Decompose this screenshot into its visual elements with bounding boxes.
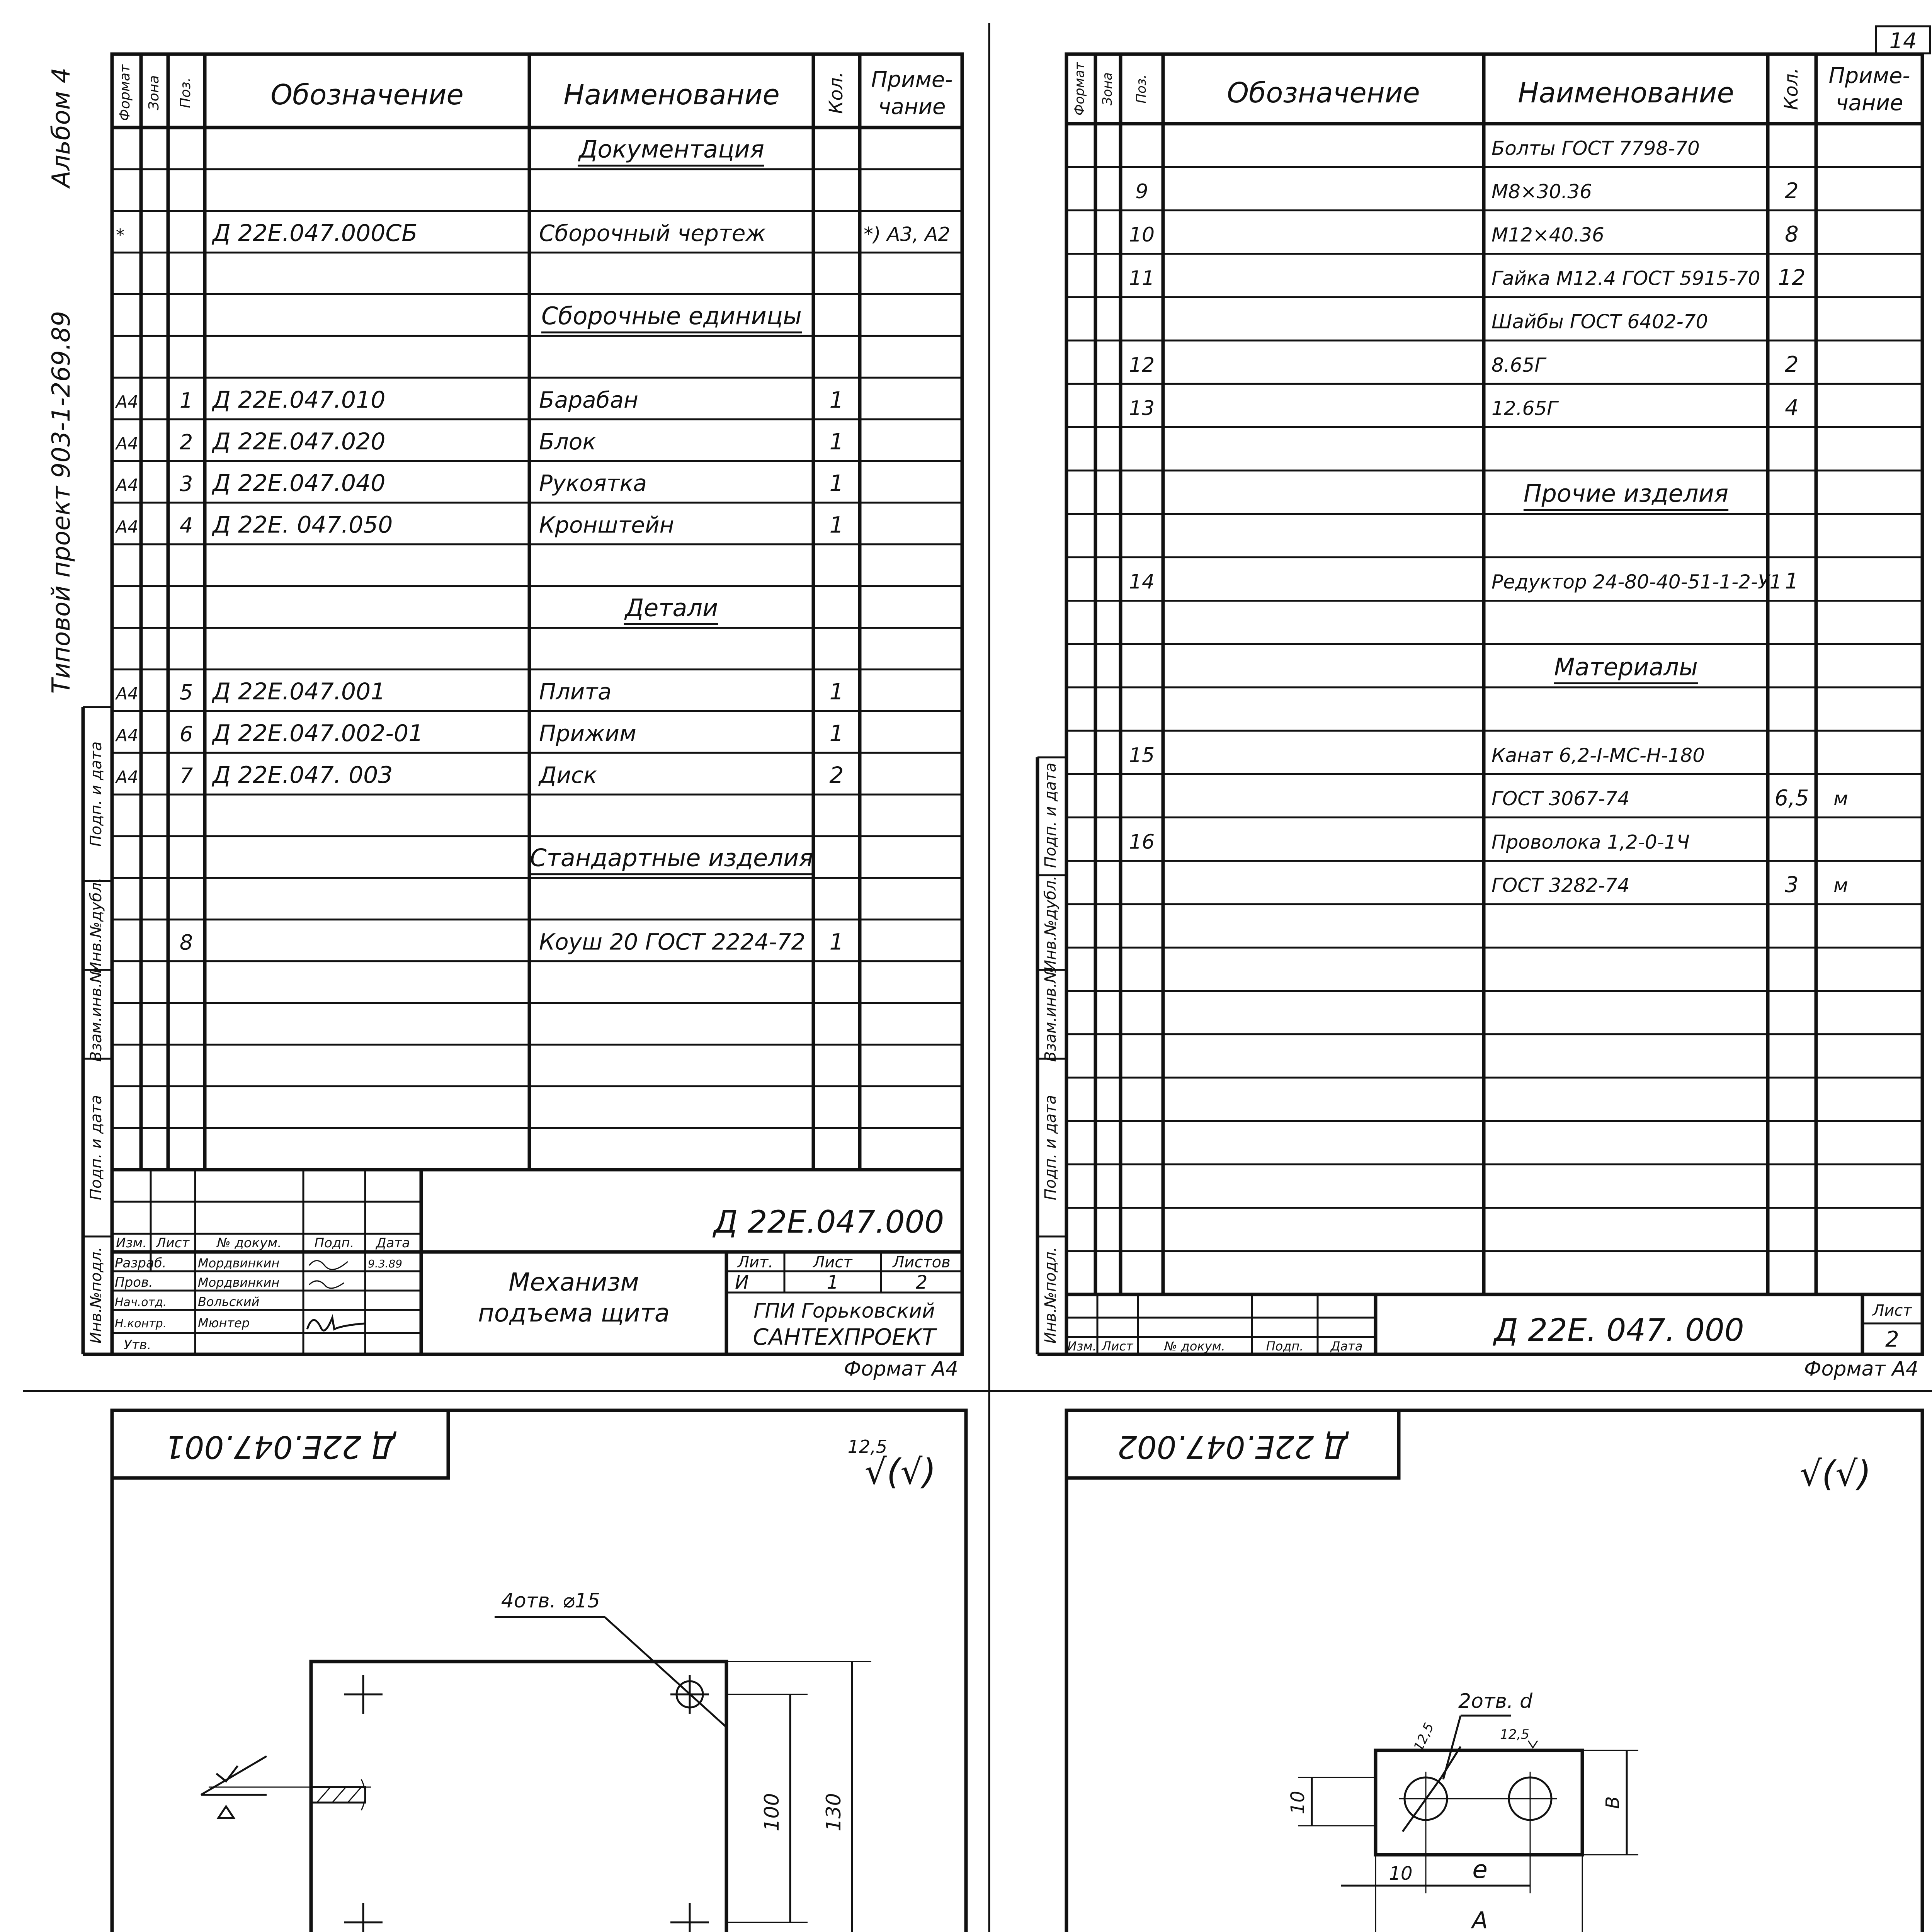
row-qty: 3 xyxy=(1785,872,1799,898)
s1-lit-h: Лит. xyxy=(737,1253,774,1271)
row-name: Коуш 20 ГОСТ 2224-72 xyxy=(539,929,806,955)
row-format: А4 xyxy=(116,475,139,495)
spec-row xyxy=(115,470,844,497)
project-label: Типовой проект 903-1-269.89 xyxy=(47,311,76,694)
row-qty: 12 xyxy=(1778,265,1806,291)
s4-dim-A: A xyxy=(1472,1907,1488,1932)
row-pos: 14 xyxy=(1129,570,1155,594)
row-format: * xyxy=(116,225,124,245)
row-format: А4 xyxy=(116,767,139,787)
row-pos: 11 xyxy=(1129,267,1155,290)
row-format: А4 xyxy=(116,434,139,454)
hdr-qty: Кол. xyxy=(825,71,847,114)
row-pos: 10 xyxy=(1129,223,1155,247)
hdr-zone: Зона xyxy=(146,75,162,111)
s4-code-rot: Д 22Е.047.002 xyxy=(1117,1429,1348,1465)
s3-hole-label: 4отв. ⌀15 xyxy=(501,1589,600,1612)
hdr-designation: Обозначение xyxy=(270,78,464,111)
plate-dimensions xyxy=(311,1662,871,1932)
row-qty: 1 xyxy=(829,428,844,455)
s2-strip-podp: Подп. и дата xyxy=(1042,762,1060,868)
spec-row xyxy=(1129,830,1690,854)
spec-row xyxy=(115,678,844,705)
s2-hdr-qty: Кол. xyxy=(1781,68,1802,110)
clamp-dimensions xyxy=(1287,1750,1638,1932)
spec-row xyxy=(1492,137,1700,160)
row-pos: 7 xyxy=(179,763,193,788)
sheet-1-specification xyxy=(47,54,962,1381)
row-name: Кронштейн xyxy=(539,512,674,538)
spec-row xyxy=(1492,786,1848,811)
row-note: м xyxy=(1833,874,1848,897)
spec-row xyxy=(116,219,950,247)
s2-hdr-name: Наименование xyxy=(1518,77,1734,109)
hdr-pos: Поз. xyxy=(178,77,194,108)
s1-strip-dubl: Инв.№дубл. xyxy=(87,877,105,974)
row-pos: 15 xyxy=(1129,743,1155,767)
s4-r125a: 12,5 xyxy=(1410,1720,1437,1754)
row-name: Плита xyxy=(539,679,612,705)
s4-dim-B: B xyxy=(1602,1796,1624,1809)
row-designation: Д 22Е.047.020 xyxy=(213,428,386,455)
s1-lit: И xyxy=(735,1272,749,1293)
row-qty: 2 xyxy=(829,762,844,788)
signature-s1-3 xyxy=(307,1318,365,1330)
row-qty: 1 xyxy=(829,679,844,705)
hdr-note-l1: Приме- xyxy=(871,67,953,92)
s2-izm: Изм. xyxy=(1067,1339,1097,1354)
s1-nkontr-name: Мюнтер xyxy=(198,1316,250,1330)
s1-list: Лист xyxy=(156,1235,190,1251)
sheet-2-binding-strip xyxy=(1037,757,1066,1354)
s1-prov-name: Мордвинкин xyxy=(198,1275,280,1290)
s3-dim-130: 130 xyxy=(822,1793,845,1832)
spec-row xyxy=(1492,872,1848,898)
row-name: Блок xyxy=(539,428,596,455)
row-name: Сборочный чертеж xyxy=(539,220,766,247)
row-format: А4 xyxy=(116,517,139,537)
row-section-heading: Документация xyxy=(579,135,764,163)
row-name: М12×40.36 xyxy=(1492,224,1604,247)
row-pos: 8 xyxy=(179,930,193,955)
row-section-heading: Сборочные единицы xyxy=(541,302,802,330)
spec-row xyxy=(1492,311,1708,333)
row-section-heading: Материалы xyxy=(1554,653,1698,681)
row-pos: 1 xyxy=(179,388,193,413)
s1-strip-podp: Подп. и дата xyxy=(87,741,105,847)
spec-row xyxy=(1524,480,1728,510)
s4-dim-10v: 10 xyxy=(1287,1791,1309,1815)
spec-row xyxy=(180,929,844,955)
page-number-box xyxy=(1876,26,1930,54)
s1-strip-podl: Инв.№подл. xyxy=(87,1247,105,1344)
row-name: 12.65Г xyxy=(1492,397,1558,420)
s3-dim-100: 100 xyxy=(760,1793,784,1832)
sheet-4-drawing-clamp xyxy=(1037,1410,1922,1932)
row-qty: 6,5 xyxy=(1774,786,1809,811)
row-pos: 2 xyxy=(179,430,193,454)
s2-hdr-designation: Обозначение xyxy=(1227,77,1420,109)
row-designation: Д 22Е.047.001 xyxy=(213,678,386,706)
row-pos: 6 xyxy=(179,721,193,746)
row-qty: 8 xyxy=(1785,222,1799,247)
s2-hdr-zone: Зона xyxy=(1100,72,1115,105)
row-name: Барабан xyxy=(539,386,638,413)
row-qty: 1 xyxy=(829,512,844,538)
row-pos: 9 xyxy=(1135,180,1148,204)
row-pos: 3 xyxy=(179,471,193,496)
s1-razrab-name: Мордвинкин xyxy=(198,1256,280,1270)
spec-row xyxy=(115,512,844,539)
s1-data: Дата xyxy=(376,1235,410,1251)
s1-nkontr: Н.контр. xyxy=(115,1317,167,1330)
spec-row xyxy=(578,135,764,166)
row-name: 8.65Г xyxy=(1492,354,1546,376)
s2-strip-podp2: Подп. и дата xyxy=(1042,1095,1060,1201)
row-pos: 16 xyxy=(1129,830,1155,854)
spec-row xyxy=(115,720,844,747)
row-designation: Д 22Е.047.040 xyxy=(213,469,386,497)
row-designation: Д 22Е. 047.050 xyxy=(213,511,393,539)
row-name: Прижим xyxy=(539,720,636,747)
row-qty: 1 xyxy=(829,929,844,955)
row-qty: 1 xyxy=(829,470,844,497)
s1-ndoc: № докум. xyxy=(217,1235,282,1251)
s2-list: Лист xyxy=(1102,1339,1133,1354)
s4-r125b: 12,5 xyxy=(1500,1727,1529,1742)
row-name: ГОСТ 3067-74 xyxy=(1492,787,1630,810)
spec-row xyxy=(115,762,844,789)
s2-podp: Подп. xyxy=(1266,1339,1304,1354)
row-designation: Д 22Е.047. 003 xyxy=(213,761,393,789)
hdr-format: Формат xyxy=(117,64,133,121)
row-designation: Д 22Е.047.000СБ xyxy=(213,219,418,247)
row-pos: 12 xyxy=(1129,353,1155,377)
spec-row xyxy=(1554,653,1698,683)
row-qty: 1 xyxy=(829,720,844,747)
hdr-note-l2: чание xyxy=(878,94,946,119)
row-section-heading: Прочие изделия xyxy=(1523,479,1729,508)
s1-sheets: 2 xyxy=(915,1272,928,1293)
s2-ndoc: № докум. xyxy=(1164,1339,1225,1354)
spec-row xyxy=(541,302,802,332)
s2-hdr-note-l1: Приме- xyxy=(1828,63,1910,88)
s4-dim-10h: 10 xyxy=(1389,1863,1413,1884)
s2-strip-dubl: Инв.№дубл. xyxy=(1042,875,1060,972)
row-format: А4 xyxy=(116,684,139,704)
spec-row xyxy=(624,594,718,624)
s4-hole-label: 2отв. d xyxy=(1458,1690,1532,1713)
row-qty: 2 xyxy=(1785,179,1799,204)
row-format: А4 xyxy=(116,392,139,412)
plate-section xyxy=(201,1756,371,1818)
s2-format: Формат А4 xyxy=(1804,1357,1918,1381)
hdr-name: Наименование xyxy=(563,78,780,111)
row-designation: Д 22Е.047.010 xyxy=(213,386,386,413)
spec-row xyxy=(1129,265,1806,290)
row-qty: 2 xyxy=(1785,352,1799,377)
row-qty: 1 xyxy=(1785,569,1799,594)
s2-hdr-format: Формат xyxy=(1072,62,1087,116)
sheet-1-stamp xyxy=(112,1170,962,1381)
s1-nach-name: Вольский xyxy=(198,1294,260,1309)
sheet-2-specification xyxy=(1037,54,1922,1381)
row-format: А4 xyxy=(116,725,139,745)
spec-row xyxy=(115,428,844,455)
s1-podp: Подп. xyxy=(314,1235,354,1251)
s1-date1: 9.3.89 xyxy=(368,1257,403,1270)
s2-sheet: 2 xyxy=(1885,1327,1899,1352)
spec-row xyxy=(1129,222,1799,247)
row-designation: Д 22Е.047.002-01 xyxy=(213,719,423,747)
s2-strip-podl: Инв.№подл. xyxy=(1042,1247,1060,1344)
row-name: Болты ГОСТ 7798-70 xyxy=(1492,137,1700,160)
row-pos: 13 xyxy=(1129,397,1155,420)
sheet-2-stamp xyxy=(1066,1294,1922,1381)
s2-stamp-code: Д 22Е. 047. 000 xyxy=(1494,1312,1744,1348)
s1-strip-vzam: Взам.инв.№ xyxy=(87,966,105,1062)
album-label: Альбом 4 xyxy=(47,67,76,188)
s1-sheets-h: Листов xyxy=(893,1253,951,1271)
s2-data: Дата xyxy=(1330,1339,1363,1354)
row-pos: 4 xyxy=(179,513,193,538)
row-qty: 1 xyxy=(829,386,844,413)
row-name: М8×30.36 xyxy=(1492,180,1592,203)
s1-prov: Пров. xyxy=(115,1275,153,1290)
s2-sheet-h: Лист xyxy=(1872,1302,1912,1320)
row-note: *) А3, А2 xyxy=(864,223,951,246)
row-name: ГОСТ 3282-74 xyxy=(1492,874,1630,897)
s1-stamp-title-l2: подъема щита xyxy=(478,1299,670,1328)
s1-nach: Нач.отд. xyxy=(115,1296,167,1309)
s1-razrab: Разраб. xyxy=(115,1255,167,1271)
s2-hdr-note-l2: чание xyxy=(1835,90,1903,116)
plate-outline xyxy=(311,1662,726,1932)
row-note: м xyxy=(1833,787,1848,810)
spec-row xyxy=(1129,395,1799,420)
sheet-1-binding-strip xyxy=(47,68,112,1354)
spec-row xyxy=(1129,569,1799,594)
row-name: Проволока 1,2-0-1Ч xyxy=(1492,831,1690,854)
row-pos: 5 xyxy=(179,680,193,705)
page-number: 14 xyxy=(1889,29,1917,54)
s3-code-rot: Д 22Е.047.001 xyxy=(165,1429,396,1465)
row-name: Шайбы ГОСТ 6402-70 xyxy=(1492,310,1708,333)
s1-izm: Изм. xyxy=(116,1235,147,1251)
row-name: Рукоятка xyxy=(539,470,647,497)
signature-s1-1 xyxy=(309,1261,348,1270)
signature-s1-2 xyxy=(309,1281,344,1288)
s1-strip-podp2: Подп. и дата xyxy=(87,1095,105,1201)
s1-format: Формат А4 xyxy=(844,1357,958,1381)
row-qty: 4 xyxy=(1785,395,1799,421)
row-name: Гайка М12.4 ГОСТ 5915-70 xyxy=(1492,267,1760,290)
spec-row xyxy=(1129,352,1799,377)
spec-row xyxy=(115,386,844,413)
s1-stamp-title-l1: Механизм xyxy=(509,1268,639,1297)
s4-roughness-sym: √(√) xyxy=(1799,1454,1871,1494)
spec-row xyxy=(530,844,813,874)
row-name: Диск xyxy=(539,762,597,788)
s1-stamp-code: Д 22Е.047.000 xyxy=(713,1204,944,1240)
s1-sheet: 1 xyxy=(827,1272,839,1293)
row-name: Канат 6,2-I-МС-Н-180 xyxy=(1492,744,1705,767)
s2-hdr-pos: Поз. xyxy=(1134,74,1149,104)
s4-dim-e: e xyxy=(1472,1855,1488,1884)
s1-sheet-h: Лист xyxy=(813,1253,852,1271)
s2-strip-vzam: Взам.инв.№ xyxy=(1042,966,1060,1062)
s1-org-l1: ГПИ Горьковский xyxy=(753,1299,935,1323)
row-section-heading: Стандартные изделия xyxy=(530,844,813,872)
sheet-3-drawing-plate xyxy=(83,1410,966,1932)
row-section-heading: Детали xyxy=(625,594,718,622)
plate-hole-centers xyxy=(344,1675,709,1932)
spec-row xyxy=(1135,179,1798,204)
s3-roughness: 12,5 xyxy=(847,1436,888,1457)
spec-row xyxy=(1129,744,1705,767)
s3-roughness-sym: √(√) xyxy=(864,1452,936,1492)
s1-utv: Утв. xyxy=(124,1337,151,1353)
s1-org-l2: САНТЕХПРОЕКТ xyxy=(753,1324,936,1350)
row-name: Редуктор 24-80-40-51-1-2-У1 xyxy=(1492,571,1782,594)
